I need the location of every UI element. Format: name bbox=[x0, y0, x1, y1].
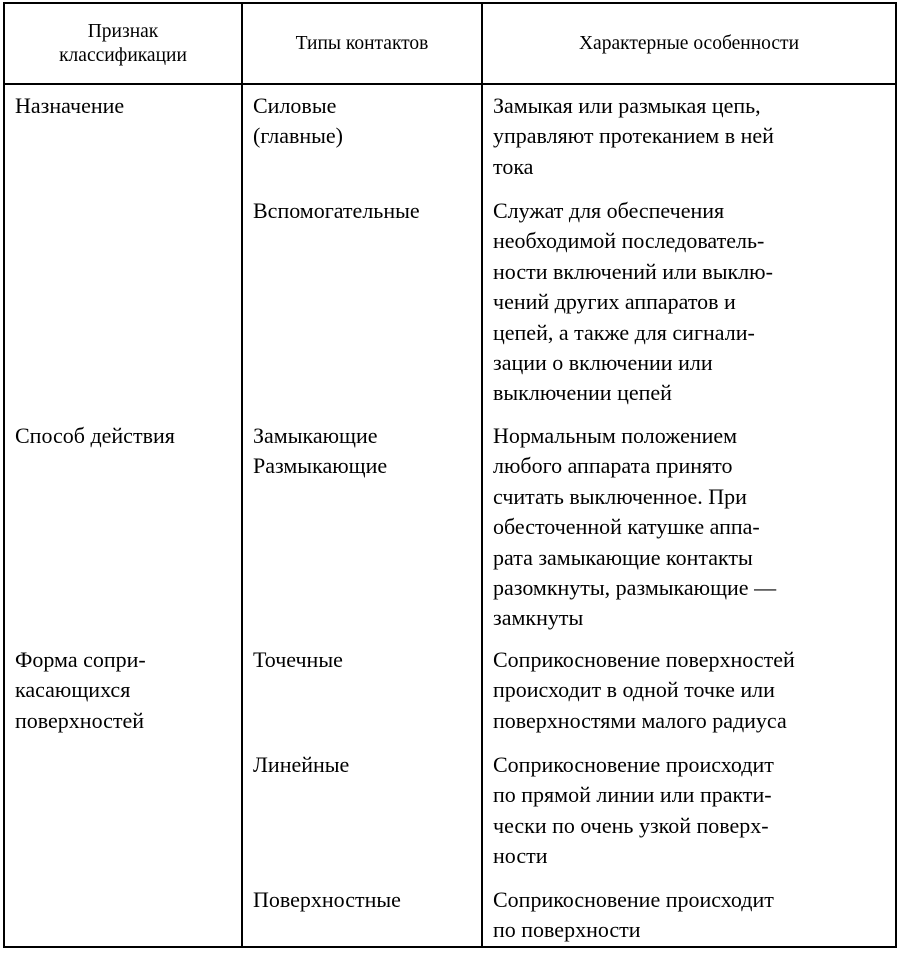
type-cell: Поверхностные bbox=[253, 887, 401, 912]
type-cell: Замыкающие Размыкающие bbox=[253, 423, 388, 479]
features-cell: Служат для обеспечения необходимой последователь- ности включений или выклю- чений других аппаратов и цепей, а также для сигнали- зации о включении или выключении цепей bbox=[493, 198, 773, 406]
features-cell: Замыкая или размыкая цепь, управляют протеканием в ней тока bbox=[493, 93, 774, 179]
features-cell: Нормальным положением любого аппарата принято считать выключенное. При обесточенной катушке аппа- рата замыкающие контакты разомкнуты, размыкающие — замкнуты bbox=[493, 423, 777, 631]
type-cell: Вспомогательные bbox=[253, 198, 420, 223]
column-divider bbox=[241, 4, 243, 946]
header-criterion: Признак классификации bbox=[59, 20, 187, 66]
criterion-cell: Форма сопри- касающихся поверхностей bbox=[15, 647, 146, 733]
features-cell: Соприкосновение поверхностей происходит в одной точке или поверхностями малого радиуса bbox=[493, 647, 795, 733]
contacts-classification-table bbox=[3, 2, 897, 948]
header-features: Характерные особенности bbox=[578, 32, 800, 54]
header-divider bbox=[5, 83, 895, 85]
type-cell: Линейные bbox=[253, 752, 350, 777]
column-divider bbox=[481, 4, 483, 946]
type-cell: Точечные bbox=[253, 647, 343, 672]
header-contact-types: Типы контактов bbox=[295, 32, 429, 54]
features-cell: Соприкосновение происходит по поверхности bbox=[493, 887, 774, 943]
features-cell: Соприкосновение происходит по прямой линии или практи- чески по очень узкой поверх- ности bbox=[493, 752, 774, 869]
type-cell: Силовые (главные) bbox=[253, 93, 344, 149]
criterion-cell: Способ действия bbox=[15, 423, 175, 448]
criterion-cell: Назначение bbox=[15, 93, 125, 118]
